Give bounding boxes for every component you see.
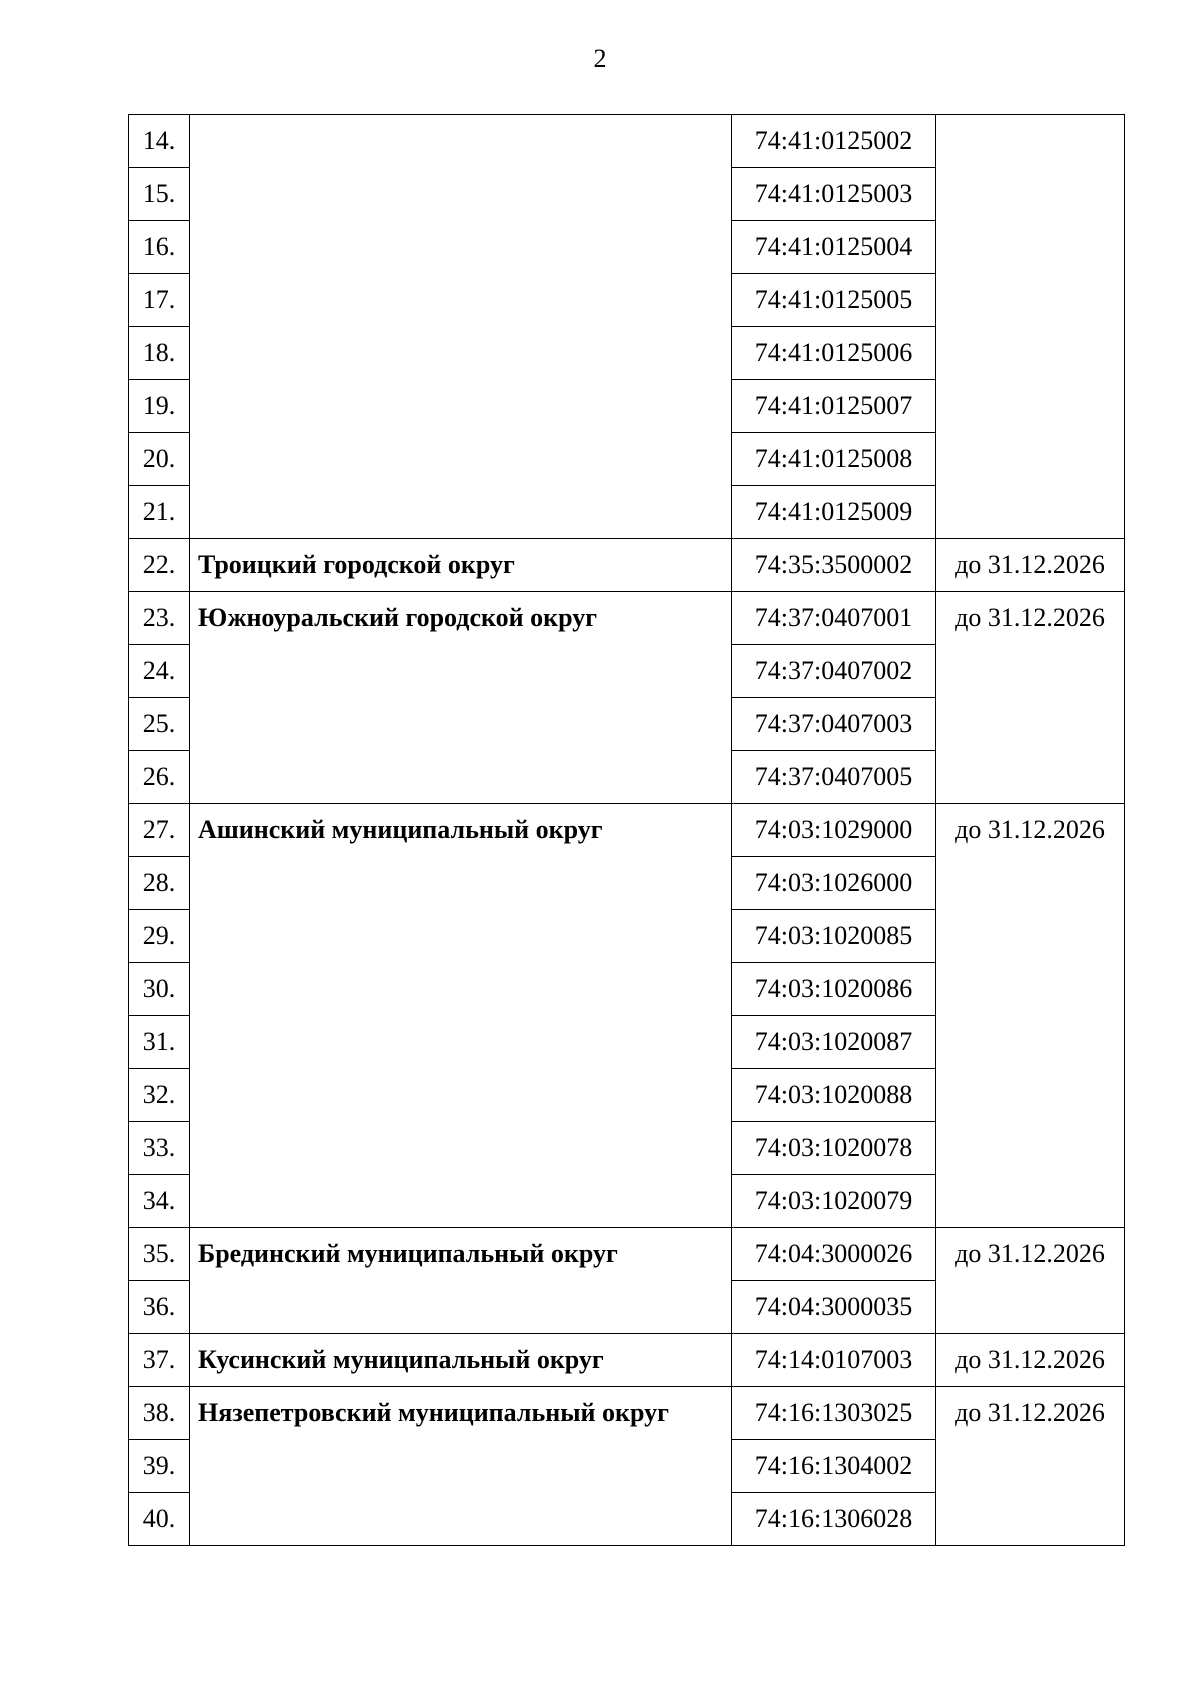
cadastral-code: 74:03:1020086 bbox=[732, 963, 936, 1016]
row-number: 19. bbox=[129, 380, 190, 433]
table-body bbox=[129, 115, 1125, 1546]
region-name: Брединский муниципальный округ bbox=[190, 1228, 732, 1334]
row-number: 31. bbox=[129, 1016, 190, 1069]
row-number: 16. bbox=[129, 221, 190, 274]
row-number: 15. bbox=[129, 168, 190, 221]
table-row bbox=[129, 539, 1125, 592]
row-number: 17. bbox=[129, 274, 190, 327]
table-row bbox=[129, 1228, 1125, 1281]
row-number: 20. bbox=[129, 433, 190, 486]
row-number: 34. bbox=[129, 1175, 190, 1228]
cadastral-code: 74:16:1306028 bbox=[732, 1493, 936, 1546]
region-name: Ашинский муниципальный округ bbox=[190, 804, 732, 1228]
term-date: до 31.12.2026 bbox=[936, 592, 1125, 804]
row-number: 22. bbox=[129, 539, 190, 592]
table-row bbox=[129, 1334, 1125, 1387]
cadastral-code: 74:03:1020085 bbox=[732, 910, 936, 963]
cadastral-code: 74:41:0125003 bbox=[732, 168, 936, 221]
table-row bbox=[129, 115, 1125, 168]
term-date: до 31.12.2026 bbox=[936, 539, 1125, 592]
table-row bbox=[129, 592, 1125, 645]
row-number: 24. bbox=[129, 645, 190, 698]
cadastral-code: 74:03:1029000 bbox=[732, 804, 936, 857]
term-date: до 31.12.2026 bbox=[936, 1334, 1125, 1387]
row-number: 37. bbox=[129, 1334, 190, 1387]
row-number: 26. bbox=[129, 751, 190, 804]
cadastral-code: 74:04:3000026 bbox=[732, 1228, 936, 1281]
cadastral-code: 74:37:0407002 bbox=[732, 645, 936, 698]
term-date: до 31.12.2026 bbox=[936, 804, 1125, 1228]
region-name: Троицкий городской округ bbox=[190, 539, 732, 592]
row-number: 28. bbox=[129, 857, 190, 910]
term-date: до 31.12.2026 bbox=[936, 1387, 1125, 1546]
term-date bbox=[936, 115, 1125, 539]
cadastral-code: 74:16:1303025 bbox=[732, 1387, 936, 1440]
row-number: 30. bbox=[129, 963, 190, 1016]
region-name: Кусинский муниципальный округ bbox=[190, 1334, 732, 1387]
cadastral-code: 74:35:3500002 bbox=[732, 539, 936, 592]
row-number: 39. bbox=[129, 1440, 190, 1493]
row-number: 33. bbox=[129, 1122, 190, 1175]
region-name: Южноуральский городской округ bbox=[190, 592, 732, 804]
cadastral-code: 74:41:0125005 bbox=[732, 274, 936, 327]
region-name: Нязепетровский муниципальный округ bbox=[190, 1387, 732, 1546]
term-date: до 31.12.2026 bbox=[936, 1228, 1125, 1334]
cadastral-code: 74:37:0407003 bbox=[732, 698, 936, 751]
cadastral-code: 74:41:0125002 bbox=[732, 115, 936, 168]
row-number: 38. bbox=[129, 1387, 190, 1440]
cadastral-code: 74:16:1304002 bbox=[732, 1440, 936, 1493]
row-number: 36. bbox=[129, 1281, 190, 1334]
table-row bbox=[129, 804, 1125, 857]
row-number: 21. bbox=[129, 486, 190, 539]
cadastral-code: 74:03:1026000 bbox=[732, 857, 936, 910]
cadastral-code: 74:41:0125004 bbox=[732, 221, 936, 274]
cadastral-code: 74:03:1020087 bbox=[732, 1016, 936, 1069]
cadastral-code: 74:41:0125006 bbox=[732, 327, 936, 380]
row-number: 29. bbox=[129, 910, 190, 963]
row-number: 32. bbox=[129, 1069, 190, 1122]
cadastral-code: 74:03:1020078 bbox=[732, 1122, 936, 1175]
row-number: 14. bbox=[129, 115, 190, 168]
cadastral-code: 74:14:0107003 bbox=[732, 1334, 936, 1387]
cadastral-code: 74:41:0125008 bbox=[732, 433, 936, 486]
row-number: 18. bbox=[129, 327, 190, 380]
region-name bbox=[190, 115, 732, 539]
page-number: 2 bbox=[593, 44, 607, 73]
row-number: 27. bbox=[129, 804, 190, 857]
cadastral-code: 74:41:0125007 bbox=[732, 380, 936, 433]
row-number: 35. bbox=[129, 1228, 190, 1281]
cadastral-code: 74:04:3000035 bbox=[732, 1281, 936, 1334]
cadastral-code: 74:41:0125009 bbox=[732, 486, 936, 539]
row-number: 25. bbox=[129, 698, 190, 751]
row-number: 23. bbox=[129, 592, 190, 645]
cadastral-code: 74:37:0407001 bbox=[732, 592, 936, 645]
table-row bbox=[129, 1387, 1125, 1440]
cadastral-code: 74:37:0407005 bbox=[732, 751, 936, 804]
cadastral-code: 74:03:1020079 bbox=[732, 1175, 936, 1228]
cadastral-code: 74:03:1020088 bbox=[732, 1069, 936, 1122]
land-plots-table bbox=[128, 114, 1125, 1546]
row-number: 40. bbox=[129, 1493, 190, 1546]
